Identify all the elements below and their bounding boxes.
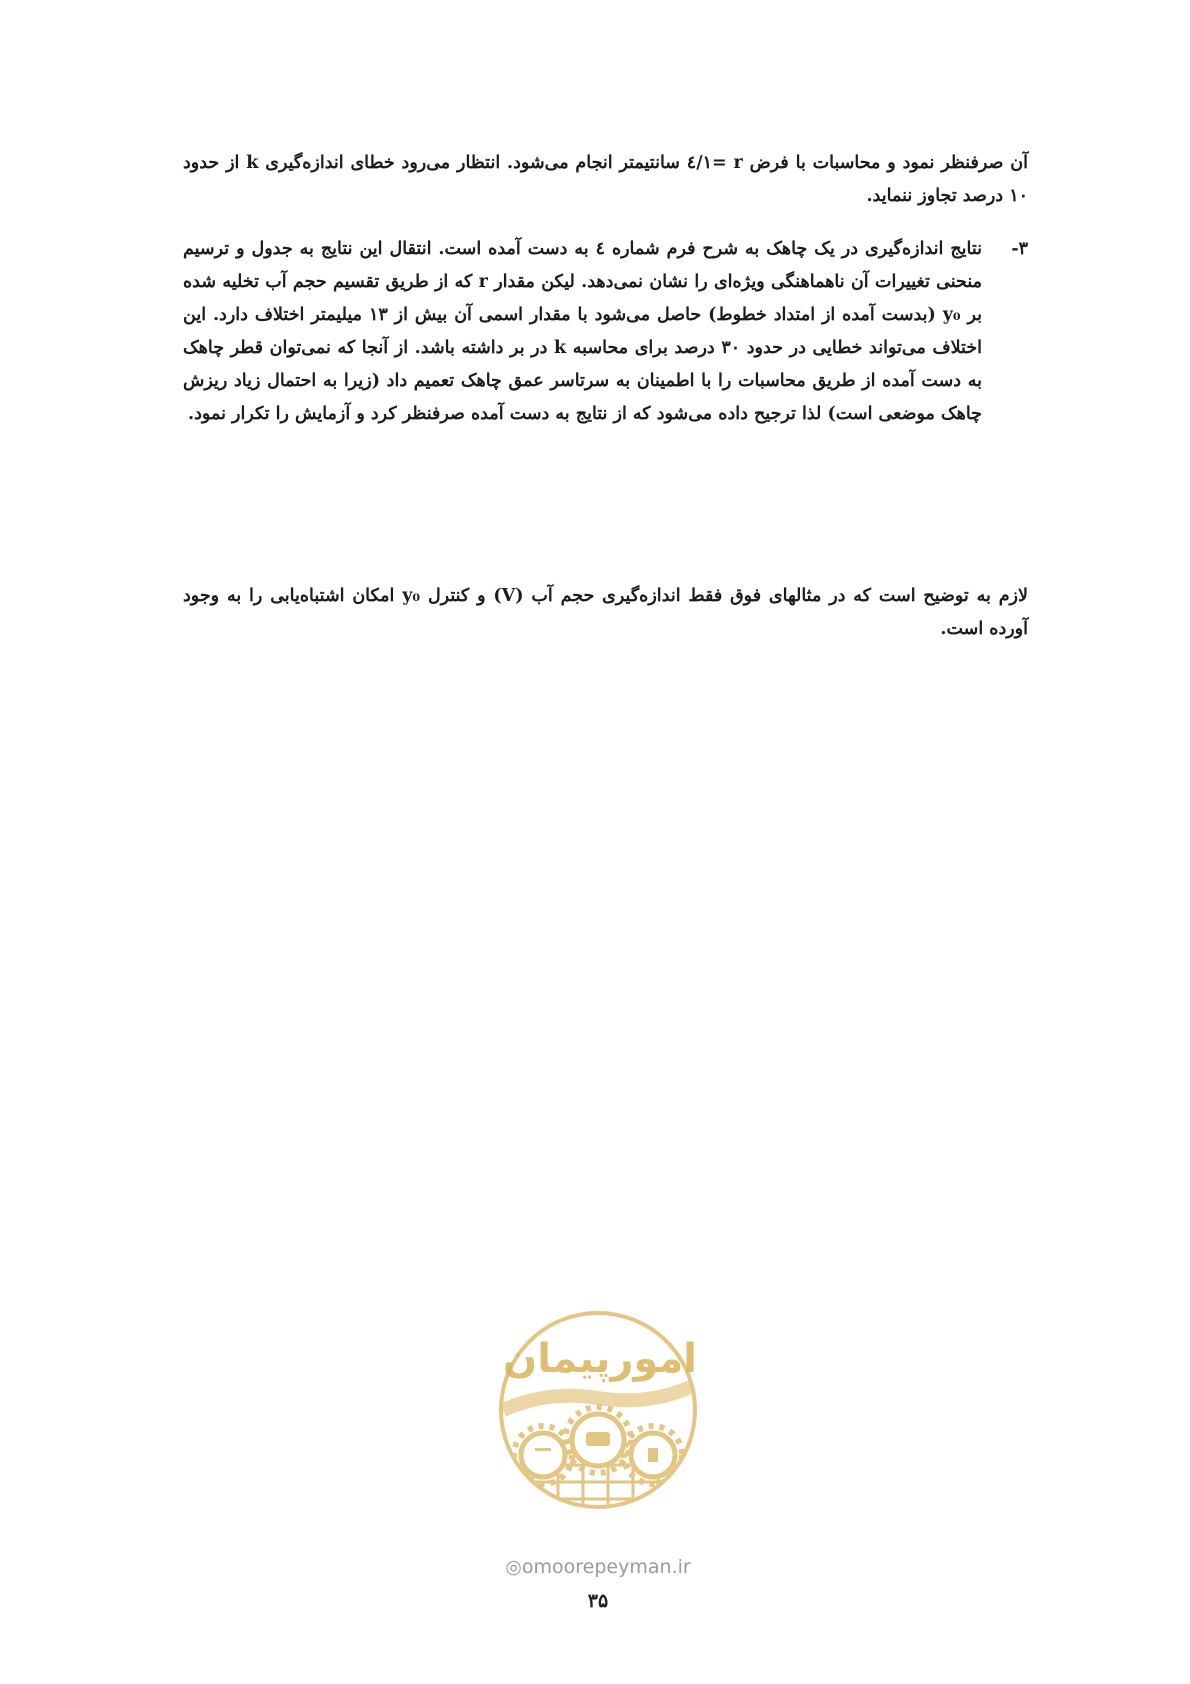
note-text: لازم به توضیح است که در مثالهای فوق فقط اندازه‌گیری حجم آب (V) و کنترل y₀ امکان اشتباه‌یابی را به وجود آورده است.	[183, 586, 1028, 639]
list-item-number: ۳-	[1011, 239, 1028, 259]
page-number: ۳۵	[587, 1590, 609, 1612]
logo-text: امورپیمان	[503, 1336, 697, 1382]
website-url	[488, 1556, 708, 1578]
list-item-3	[183, 233, 1028, 431]
continuation-paragraph	[183, 147, 1028, 213]
list-item-text: نتایج اندازه‌گیری در یک چاهک به شرح فرم شماره ٤ به دست آمده است. انتقال این نتایج به جدول و ترسیم منحنی تغییرات آن ناهماهنگی ویژه‌ای را نشان نمی‌دهد. لیکن مقدار r که از طریق تقسیم حجم آب تخلیه شده بر y₀ (بدست آمده از امتداد خطوط) حاصل می‌شود با مقدار اسمی آن بیش از ۱۳ میلیمتر اختلاف دارد. این اختلاف می‌تواند خطایی در حدود ۳۰ درصد برای محاسبه k در بر داشته باشد. از آنجا که نمی‌توان قطر چاهک به دست آمده از طریق محاسبات را با اطمینان به سرتاسر عمق چاهک تعمیم داد (زیرا به احتمال زیاد ریزش چاهک موضعی است) لذا ترجیح داده می‌شود که از نتایج به دست آمده صرفنظر کرد و آزمایش را تکرار نمود.	[183, 239, 982, 424]
continuation-text: آن صرفنظر نمود و محاسبات با فرض r =٤/١ سانتیمتر انجام می‌شود. انتظار می‌رود خطای اندازه‌گیری k از حدود ۱۰ درصد تجاوز ننماید.	[183, 153, 1028, 206]
website-text: omoorepeyman.ir	[521, 1556, 691, 1578]
globe-icon: ◎	[505, 1556, 522, 1578]
note-paragraph	[183, 580, 1028, 646]
omoorepeyman-logo	[488, 1290, 708, 1570]
